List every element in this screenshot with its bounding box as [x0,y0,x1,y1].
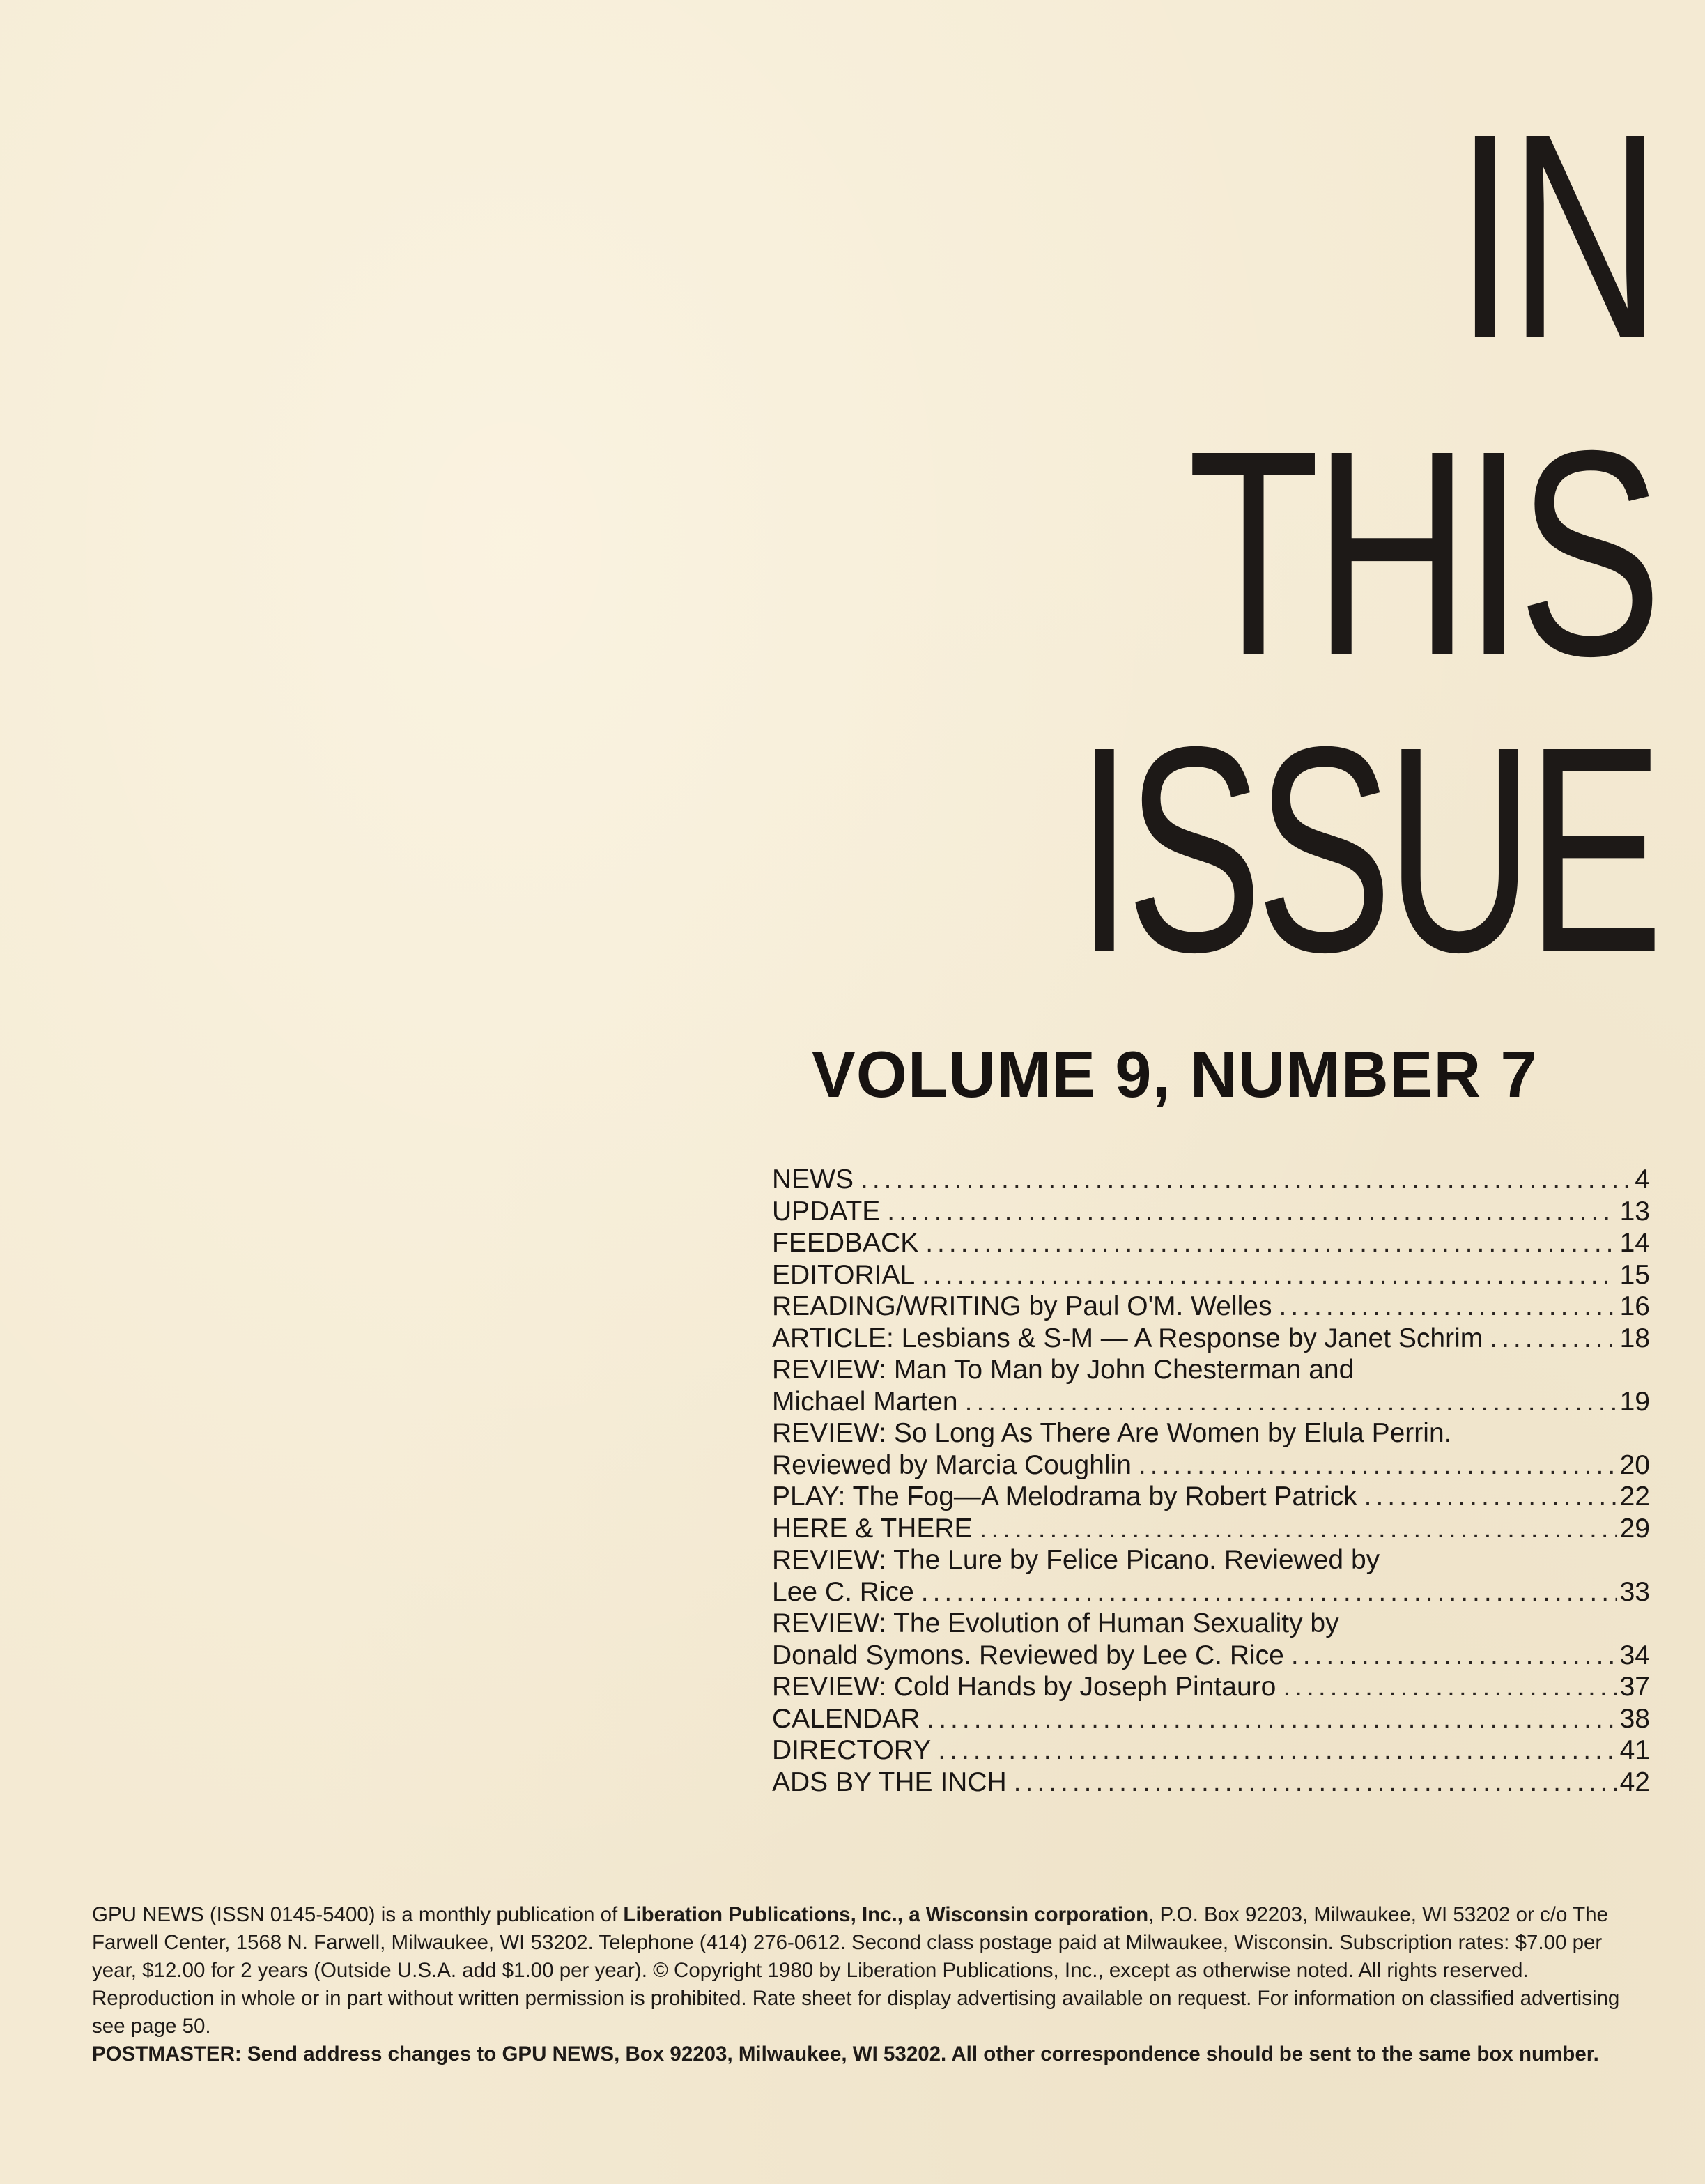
toc-item-editorial [772,1259,1650,1291]
toc-item-review-so-long [772,1449,1650,1482]
toc-leader-dots [938,1735,1617,1767]
toc-leader-dots [1283,1671,1617,1703]
toc-leader-dots [861,1164,1632,1196]
toc-title: Michael Marten [772,1386,958,1417]
headline-this: THIS [1187,390,1656,717]
toc-page-number: 18 [1619,1323,1650,1353]
toc-title: ADS BY THE INCH [772,1767,1007,1797]
toc-page-number: 4 [1635,1164,1650,1194]
toc-item-play [772,1481,1650,1513]
toc-page-number: 38 [1619,1703,1650,1734]
toc-item-review-cold-hands [772,1671,1650,1703]
toc-page-number: 29 [1619,1513,1650,1544]
toc-page-number: 16 [1619,1291,1650,1321]
toc-title: Lee C. Rice [772,1576,914,1607]
toc-item-review-man-to-man [772,1386,1650,1418]
toc-title: ARTICLE: Lesbians & S-M — A Response by Janet Schrim [772,1323,1483,1353]
statement-intro: GPU NEWS (ISSN 0145-5400) is a monthly publication of [92,1903,624,1926]
toc-leader-dots [887,1196,1617,1228]
toc-leader-dots [922,1259,1617,1291]
toc-page-number: 33 [1619,1576,1650,1607]
toc-item-ads-by-the-inch [772,1767,1650,1799]
toc-item-here-and-there [772,1513,1650,1545]
toc-leader-dots [965,1386,1617,1418]
toc-page-number: 19 [1619,1386,1650,1417]
headline-issue: ISSUE [1075,686,1656,1013]
toc-title: FEEDBACK [772,1228,919,1258]
toc-page-number: 14 [1619,1228,1650,1258]
postmaster-notice: POSTMASTER: Send address changes to GPU NEWS, Box 92203, Milwaukee, WI 53202. All other correspondence should be sent to the same box number. [92,2043,1599,2066]
toc-item-review-the-lure [772,1576,1650,1608]
toc-page-number: 42 [1619,1767,1650,1797]
toc-title-continued: REVIEW: Man To Man by John Chesterman and [772,1355,1355,1385]
toc-item-article [772,1323,1650,1355]
headline-in: IN [1456,73,1656,400]
toc-leader-dots [980,1513,1617,1545]
toc-title: Donald Symons. Reviewed by Lee C. Rice [772,1640,1284,1670]
toc-leader-dots [1279,1291,1617,1323]
toc-title: DIRECTORY [772,1735,932,1765]
toc-leader-dots [1291,1640,1617,1672]
toc-leader-dots [927,1703,1617,1735]
toc-leader-dots [1139,1449,1617,1482]
toc-item-directory [772,1735,1650,1767]
publication-notice [92,1901,1647,2068]
toc-item-news [772,1164,1650,1196]
toc-item-feedback [772,1227,1650,1259]
publisher-name: Liberation Publications, Inc., a Wisconsin corporation [623,1903,1149,1926]
toc-page-number: 37 [1619,1672,1650,1702]
toc-leader-dots [925,1227,1617,1259]
toc-item-review-evolution [772,1640,1650,1672]
toc-title-continued: REVIEW: The Evolution of Human Sexuality by [772,1608,1339,1638]
toc-item-calendar [772,1703,1650,1735]
publication-statement [92,1901,1647,2040]
toc-page-number: 20 [1619,1449,1650,1480]
toc-title-continued: REVIEW: So Long As There Are Women by Elula Perrin. [772,1418,1452,1448]
toc-item-update [772,1196,1650,1228]
toc-title: UPDATE [772,1196,881,1226]
toc-page-number: 13 [1619,1196,1650,1226]
toc-leader-dots [1490,1323,1617,1355]
toc-title: PLAY: The Fog—A Melodrama by Robert Patrick [772,1482,1357,1512]
toc-leader-dots [1014,1767,1617,1799]
toc-leader-dots [921,1576,1617,1608]
toc-page-number: 15 [1619,1259,1650,1290]
toc-title: READING/WRITING by Paul O'M. Welles [772,1291,1272,1321]
toc-title: CALENDAR [772,1703,920,1734]
toc-title: NEWS [772,1164,854,1194]
toc-item-reading-writing [772,1291,1650,1323]
toc-title-continued: REVIEW: The Lure by Felice Picano. Reviewed by [772,1545,1380,1575]
toc-page-number: 34 [1619,1640,1650,1670]
volume-number: VOLUME 9, NUMBER 7 [812,1038,1538,1111]
statement-details: , P.O. Box 92203, Milwaukee, WI 53202 or c/o The Farwell Center, 1568 N. Farwell, Milwaukee, WI 53202. Telephone (414) 276-0612. Second class postage paid at Milwaukee, Wisconsin. Subscription rates: $7.00 per year, $12.00 for 2 years (Outside U.S.A. add $1.00 per year). © Copyright 1980 by Liberation Publications, Inc., except as otherwise noted. All rights reserved. Reproduction in whole or in part without written permission is prohibited. Rate sheet for display advertising available on request. For information on classified advertising see page 50. [92,1903,1620,2038]
toc-title: Reviewed by Marcia Coughlin [772,1449,1132,1480]
table-of-contents [772,1164,1650,1798]
toc-title: HERE & THERE [772,1513,973,1544]
toc-page-number: 41 [1619,1735,1650,1765]
toc-leader-dots [1364,1481,1617,1513]
toc-page-number: 22 [1619,1482,1650,1512]
toc-title: EDITORIAL [772,1259,916,1290]
toc-title: REVIEW: Cold Hands by Joseph Pintauro [772,1672,1276,1702]
